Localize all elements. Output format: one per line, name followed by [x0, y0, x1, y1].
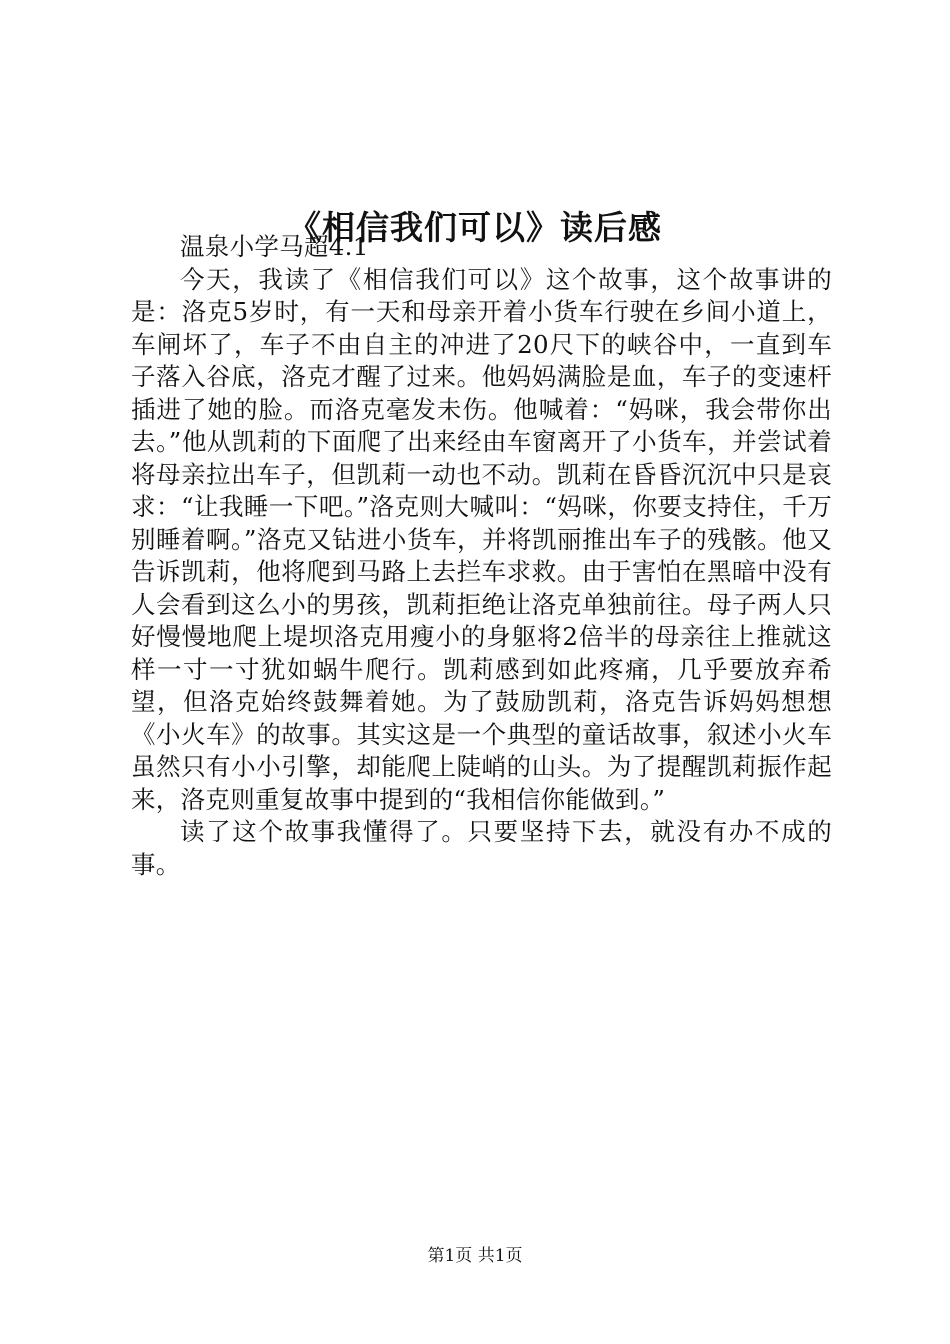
- document-title: 《相信我们可以》读后感: [288, 208, 662, 248]
- document-body: [131, 231, 832, 881]
- paragraph-1: 今天，我读了《相信我们可以》这个故事，这个故事讲的是：洛克5岁时，有一天和母亲开着小货车行驶在乡间小道上，车闸坏了，车子不由自主的冲进了20尺下的峡谷中，一直到车子落入谷底，洛克才醒了过来。他妈妈满脸是血，车子的变速杆插进了她的脸。而洛克毫发未伤。他喊着：“妈咪，我会带你出去。”他从凯莉的下面爬了出来经由车窗离开了小货车，并尝试着将母亲拉出车子，但凯莉一动也不动。凯莉在昏昏沉沉中只是哀求：“让我睡一下吧。”洛克则大喊叫：“妈咪，你要支持住，千万别睡着啊。”洛克又钻进小货车，并将凯丽推出车子的残骸。他又告诉凯莉，他将爬到马路上去拦车求救。由于害怕在黑暗中没有人会看到这么小的男孩，凯莉拒绝让洛克单独前往。母子两人只好慢慢地爬上堤坝洛克用瘦小的身躯将2倍半的母亲往上推就这样一寸一寸犹如蜗牛爬行。凯莉感到如此疼痛，几乎要放弃希望，但洛克始终鼓舞着她。为了鼓励凯莉，洛克告诉妈妈想想《小火车》的故事。其实这是一个典型的童话故事，叙述小火车虽然只有小小引擎，却能爬上陡峭的山头。为了提醒凯莉振作起来，洛克则重复故事中提到的“我相信你能做到。”: [131, 264, 832, 814]
- author-line: 温泉小学马超4.1: [180, 232, 369, 261]
- page-footer: 第1页 共1页: [427, 1246, 523, 1266]
- paragraph-2: 读了这个故事我懂得了。只要坚持下去，就没有办不成的事。: [131, 817, 832, 879]
